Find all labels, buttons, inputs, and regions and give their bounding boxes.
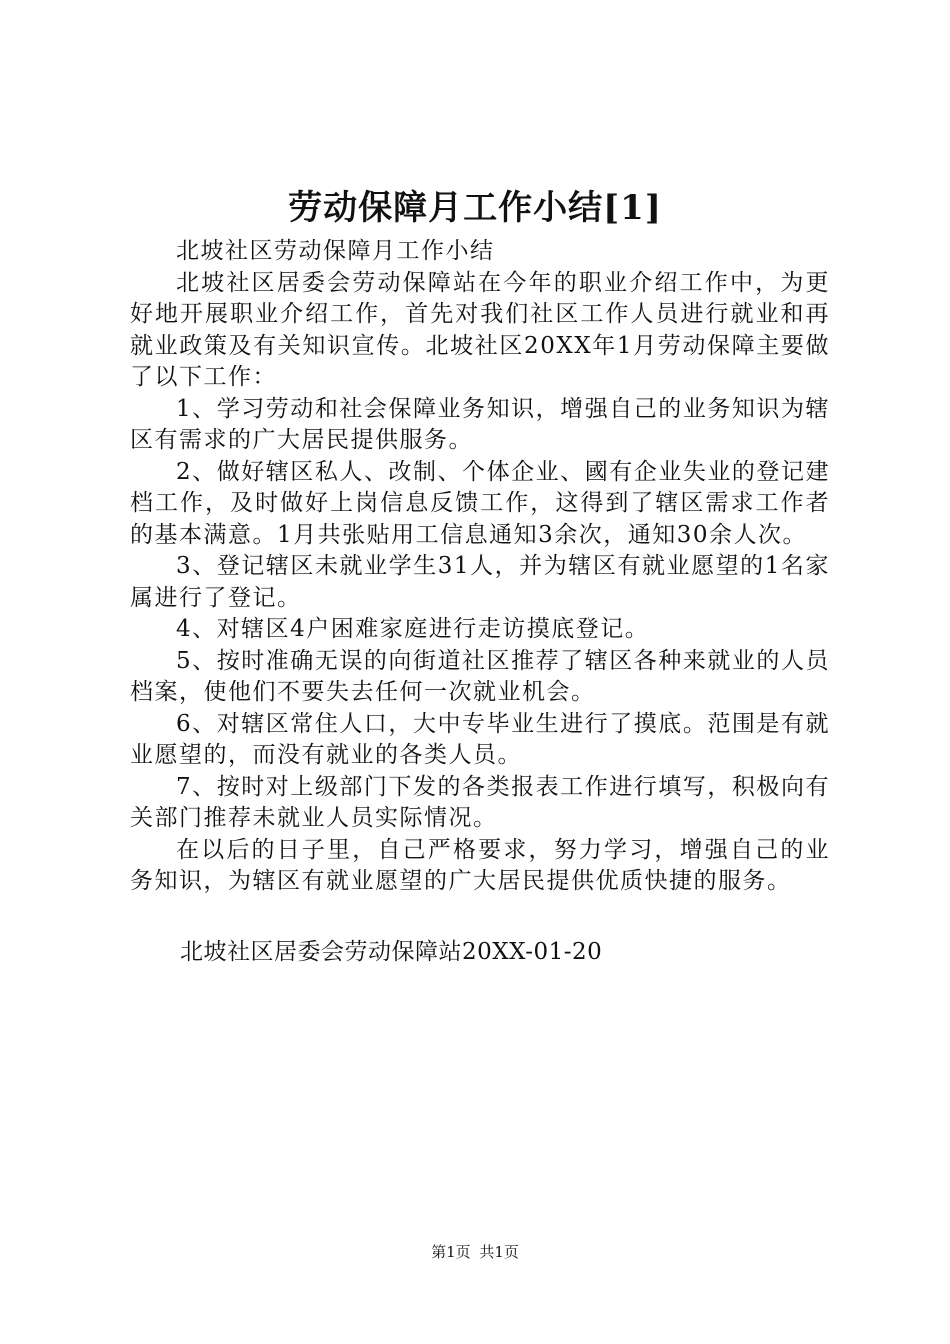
subtitle-paragraph: 北坡社区劳动保障月工作小结 <box>176 238 495 264</box>
list-item: 3、登记辖区未就业学生31人，并为辖区有就业愿望的1名家属进行了登记。 <box>130 553 830 611</box>
list-item: 4、对辖区4户困难家庭进行走访摸底登记。 <box>176 616 650 642</box>
page-number: 第1页 <box>431 1243 471 1261</box>
list-item: 7、按时对上级部门下发的各类报表工作进行填写，积极向有关部门推荐未就业人员实际情况。 <box>130 773 830 831</box>
list-item: 6、对辖区常住人口，大中专毕业生进行了摸底。范围是有就业愿望的，而没有就业的各类人员。 <box>130 710 830 768</box>
closing-paragraph: 在以后的日子里，自己严格要求，努力学习，增强自己的业务知识，为辖区有就业愿望的广大居民提供优质快捷的服务。 <box>130 836 830 894</box>
document-title: 劳动保障月工作小结[1] <box>288 188 662 228</box>
page-footer <box>0 1242 950 1262</box>
signature-line: 北坡社区居委会劳动保障站20XX-01-20 <box>180 939 603 965</box>
list-item: 2、做好辖区私人、改制、个体企业、國有企业失业的登记建档工作，及时做好上岗信息反馈工作，这得到了辖区需求工作者的基本满意。1月共张贴用工信息通知3余次，通知30余人次。 <box>130 458 830 548</box>
page-total: 共1页 <box>479 1243 519 1261</box>
document-body <box>130 236 830 898</box>
intro-paragraph: 北坡社区居委会劳动保障站在今年的职业介绍工作中，为更好地开展职业介绍工作，首先对我们社区工作人员进行就业和再就业政策及有关知识宣传。北坡社区20XX年1月劳动保障主要做了以下工作： <box>130 269 830 390</box>
list-item: 5、按时准确无误的向街道社区推荐了辖区各种来就业的人员档案，使他们不要失去任何一次就业机会。 <box>130 647 830 705</box>
list-item: 1、学习劳动和社会保障业务知识，增强自己的业务知识为辖区有需求的广大居民提供服务。 <box>130 395 830 453</box>
